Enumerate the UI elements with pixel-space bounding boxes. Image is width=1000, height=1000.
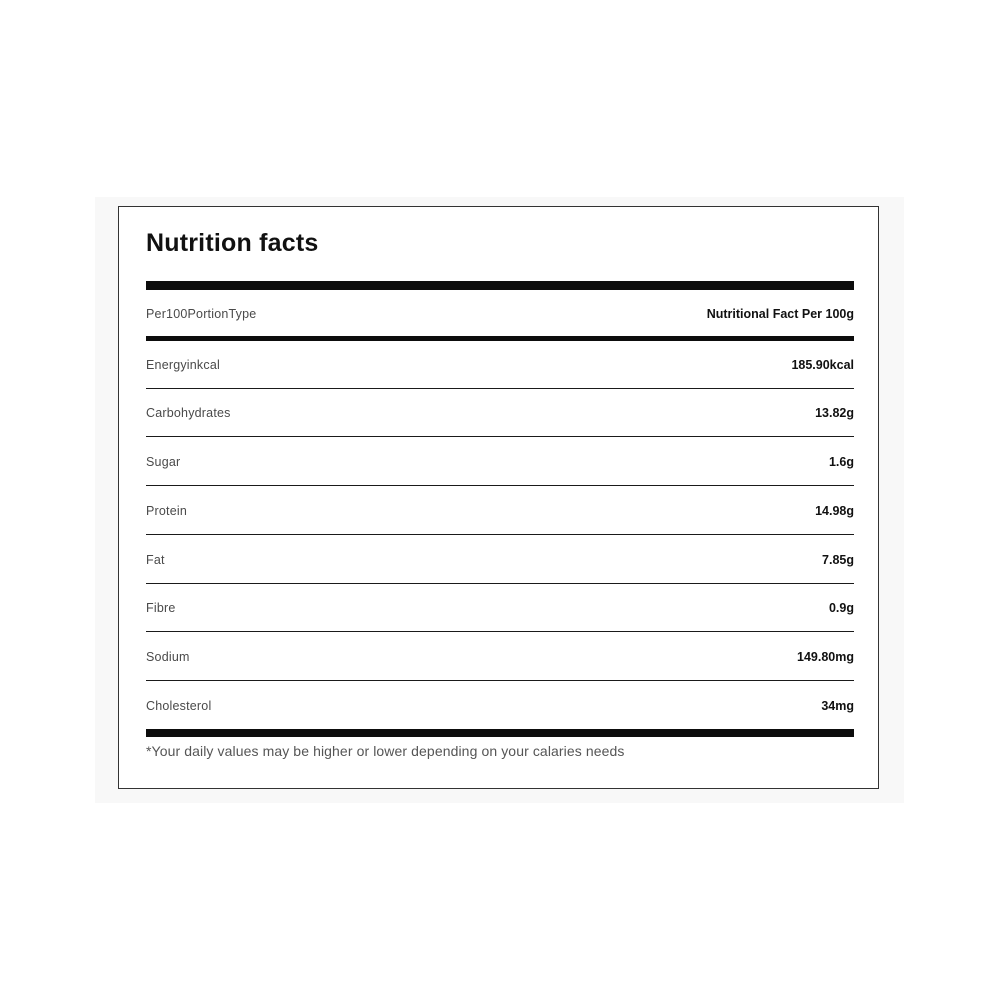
header-value: Nutritional Fact Per 100g xyxy=(706,307,854,321)
nutrition-facts-panel xyxy=(118,206,879,789)
title-divider xyxy=(146,281,854,290)
nutrient-row-sugar xyxy=(146,438,854,486)
nutrient-value: 0.9g xyxy=(828,600,854,615)
nutrient-row-energy xyxy=(146,341,854,389)
nutrient-label: Protein xyxy=(146,503,188,518)
nutrient-row-fibre xyxy=(146,584,854,632)
nutrient-value: 149.80mg xyxy=(797,649,854,664)
nutrient-value: 13.82g xyxy=(815,405,854,420)
footer-divider xyxy=(146,729,854,737)
nutrient-label: Sugar xyxy=(146,454,181,469)
daily-values-footnote: *Your daily values may be higher or lower depending on your calaries needs xyxy=(146,743,625,759)
header-row xyxy=(146,290,854,338)
nutrient-value: 185.90kcal xyxy=(791,357,854,372)
nutrient-value: 14.98g xyxy=(815,503,854,518)
nutrient-row-protein xyxy=(146,487,854,535)
header-label: Per100PortionType xyxy=(146,307,257,321)
nutrient-label: Carbohydrates xyxy=(146,405,231,420)
nutrient-row-fat xyxy=(146,536,854,584)
nutrient-row-cholesterol xyxy=(146,682,854,730)
nutrient-value: 1.6g xyxy=(828,454,854,469)
nutrient-value: 7.85g xyxy=(822,552,854,567)
nutrient-label: Fibre xyxy=(146,600,176,615)
nutrient-label: Cholesterol xyxy=(146,699,212,713)
nutrition-title: Nutrition facts xyxy=(146,229,319,257)
nutrient-label: Fat xyxy=(146,552,165,567)
nutrient-value: 34mg xyxy=(821,699,854,713)
nutrient-row-carbohydrates xyxy=(146,389,854,437)
nutrient-label: Sodium xyxy=(146,649,190,664)
nutrient-label: Energyinkcal xyxy=(146,357,220,372)
nutrient-row-sodium xyxy=(146,633,854,681)
